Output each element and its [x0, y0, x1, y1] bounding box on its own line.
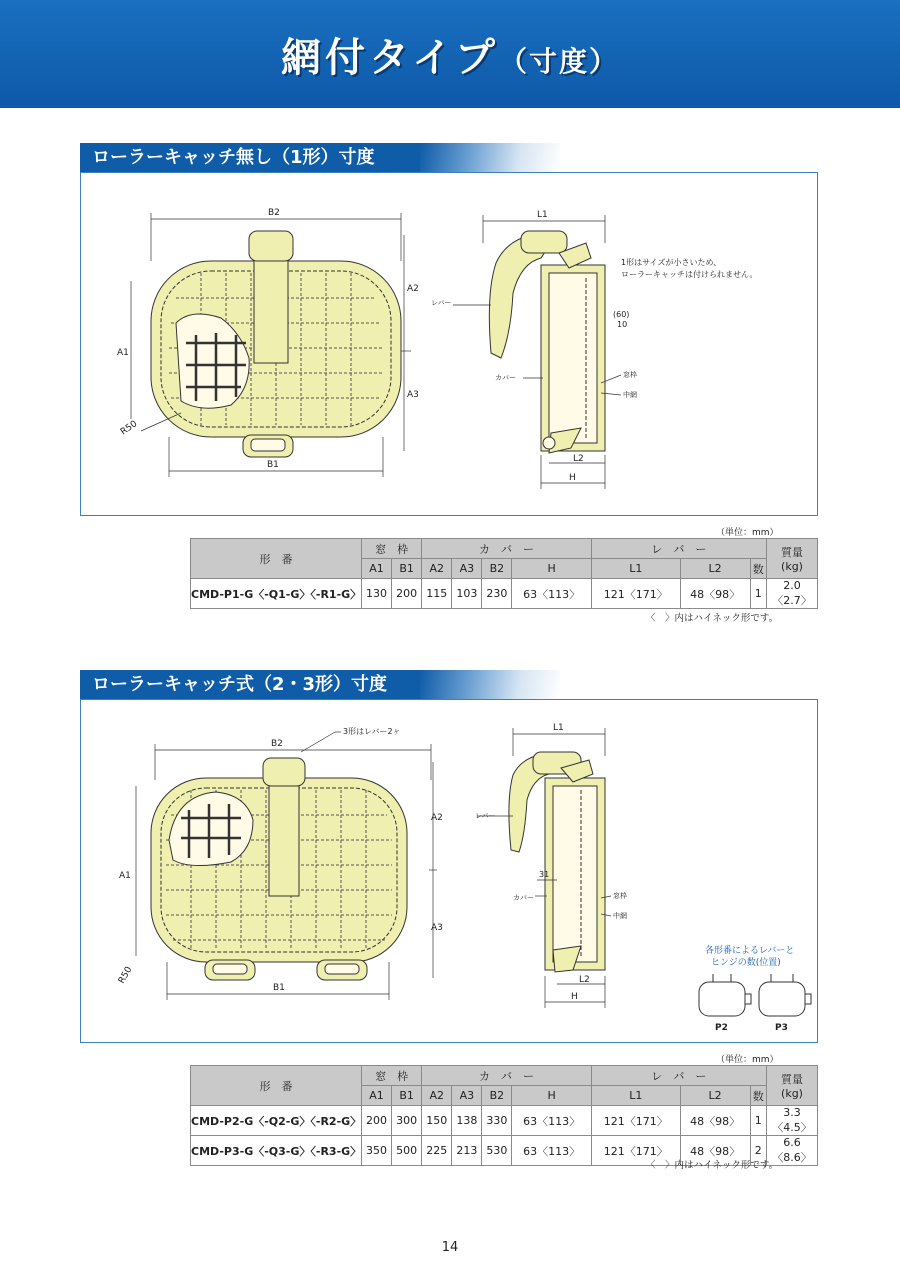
unit-label-1: （単位：mm）	[716, 528, 779, 538]
th-weight-unit: (kg)	[781, 560, 803, 573]
cell-qty: 1	[750, 579, 767, 609]
th-cover: カ バ ー	[422, 1066, 592, 1086]
page-title	[0, 26, 900, 83]
th-a3: A3	[452, 559, 482, 579]
cell-qty: 2	[750, 1136, 767, 1166]
spec-table-1	[190, 538, 818, 609]
th-a2: A2	[422, 559, 452, 579]
label-l2: L2	[573, 454, 584, 464]
section2-drawing	[81, 700, 817, 1042]
cell-model: CMD-P2-G〈-Q2-G〉〈-R2-G〉	[191, 1106, 362, 1136]
label-p2: P2	[715, 1023, 728, 1033]
th-qty: 数	[750, 1086, 767, 1106]
hinge-note-1: 各形番によるレバーと	[705, 946, 795, 956]
th-b2: B2	[482, 1086, 512, 1106]
th-b1: B1	[392, 1086, 422, 1106]
cell-a3: 138	[452, 1106, 482, 1136]
spec-table-2	[190, 1065, 818, 1166]
th-l2: L2	[680, 559, 750, 579]
cell-b2: 330	[482, 1106, 512, 1136]
cell-a1: 200	[362, 1106, 392, 1136]
th-lever: レ バ ー	[591, 539, 766, 559]
cell-b1: 500	[392, 1136, 422, 1166]
label-b1: B1	[273, 983, 285, 993]
cell-l2: 48〈98〉	[680, 1136, 750, 1166]
cell-l1: 121〈171〉	[591, 579, 680, 609]
cell-h: 63〈113〉	[512, 1136, 591, 1166]
table-row	[191, 1106, 818, 1136]
cell-weight: 3.3〈4.5〉	[767, 1106, 818, 1136]
label-dim10: 10	[617, 320, 628, 329]
cell-a3: 213	[452, 1136, 482, 1166]
cell-a3: 103	[452, 579, 482, 609]
label-frame: 窓枠	[613, 892, 627, 900]
th-h: H	[512, 559, 591, 579]
label-lever: レバー	[475, 812, 496, 820]
label-b1: B1	[267, 460, 279, 470]
section1-heading	[80, 143, 818, 173]
label-dim60: (60)	[613, 310, 630, 319]
th-weight	[767, 1066, 818, 1106]
heading-fade	[420, 670, 560, 700]
cell-b2: 530	[482, 1136, 512, 1166]
th-weight-unit: (kg)	[781, 1087, 803, 1100]
section1-drawing	[81, 173, 817, 515]
heading-fade	[420, 143, 560, 173]
section2-panel	[80, 699, 818, 1043]
cell-h: 63〈113〉	[512, 1106, 591, 1136]
th-a1: A1	[362, 1086, 392, 1106]
cell-weight: 2.0〈2.7〉	[767, 579, 818, 609]
cell-qty: 1	[750, 1106, 767, 1136]
label-l1: L1	[537, 210, 548, 220]
cell-model: CMD-P1-G〈-Q1-G〉〈-R1-G〉	[191, 579, 362, 609]
label-frame: 窓枠	[623, 371, 637, 379]
label-h: H	[571, 992, 578, 1002]
cell-b1: 300	[392, 1106, 422, 1136]
th-a3: A3	[452, 1086, 482, 1106]
label-mesh: 中網	[623, 391, 637, 399]
th-h: H	[512, 1086, 591, 1106]
label-cover: カバー	[513, 894, 534, 902]
label-r50: R50	[116, 965, 135, 986]
title-sub: （寸度）	[498, 45, 619, 78]
th-lever: レ バ ー	[591, 1066, 766, 1086]
th-weight	[767, 539, 818, 579]
label-a2: A2	[407, 284, 419, 294]
cell-a1: 350	[362, 1136, 392, 1166]
section2-title: ローラーキャッチ式（2・3形）寸度	[80, 670, 420, 700]
cell-h: 63〈113〉	[512, 579, 591, 609]
th-model: 形 番	[191, 1066, 362, 1106]
label-r50: R50	[118, 419, 140, 438]
cell-l1: 121〈171〉	[591, 1106, 680, 1136]
hinge-note-2: ヒンジの数(位置)	[711, 958, 781, 968]
table-row	[191, 579, 818, 609]
th-l1: L1	[591, 1086, 680, 1106]
label-mesh: 中網	[613, 912, 627, 920]
section2-heading	[80, 670, 818, 700]
cell-a2: 225	[422, 1136, 452, 1166]
front-view-2	[151, 758, 407, 980]
label-a3: A3	[431, 923, 443, 933]
cell-l2: 48〈98〉	[680, 579, 750, 609]
th-a2: A2	[422, 1086, 452, 1106]
cell-a2: 150	[422, 1106, 452, 1136]
page-header	[0, 0, 900, 108]
th-model: 形 番	[191, 539, 362, 579]
label-b2: B2	[268, 208, 280, 218]
cell-weight: 6.6〈8.6〉	[767, 1136, 818, 1166]
unit-label-2: （単位：mm）	[716, 1055, 779, 1065]
lever-note: 3形はレバー2ヶ	[343, 727, 401, 736]
label-a1: A1	[119, 871, 131, 881]
section1-title: ローラーキャッチ無し（1形）寸度	[80, 143, 420, 173]
note-line2: ローラーキャッチは付けられません。	[621, 270, 758, 279]
cell-b1: 200	[392, 579, 422, 609]
cell-a1: 130	[362, 579, 392, 609]
label-a3: A3	[407, 390, 419, 400]
section1-panel	[80, 172, 818, 516]
label-a2: A2	[431, 813, 443, 823]
label-a1: A1	[117, 348, 129, 358]
front-view-1	[151, 231, 401, 457]
hinge-diagrams	[699, 974, 811, 1016]
th-frame: 窓 枠	[362, 1066, 422, 1086]
footnote-1: 〈 〉内はハイネック形です。	[646, 613, 779, 624]
cell-a2: 115	[422, 579, 452, 609]
label-l1: L1	[553, 723, 564, 733]
label-p3: P3	[775, 1023, 788, 1033]
th-weight-label: 質量	[781, 546, 803, 559]
label-b2: B2	[271, 739, 283, 749]
th-frame: 窓 枠	[362, 539, 422, 559]
page-number: 14	[441, 1240, 459, 1255]
note-line1: 1形はサイズが小さいため、	[621, 258, 722, 267]
label-dim31: 31	[539, 870, 550, 879]
side-view-1	[489, 231, 605, 453]
cell-model: CMD-P3-G〈-Q3-G〉〈-R3-G〉	[191, 1136, 362, 1166]
label-lever: レバー	[431, 299, 452, 307]
label-h: H	[569, 473, 576, 483]
footnote-2: 〈 〉内はハイネック形です。	[646, 1160, 779, 1171]
cell-l1: 121〈171〉	[591, 1136, 680, 1166]
cell-l2: 48〈98〉	[680, 1106, 750, 1136]
th-a1: A1	[362, 559, 392, 579]
th-weight-label: 質量	[781, 1073, 803, 1086]
th-b2: B2	[482, 559, 512, 579]
th-l1: L1	[591, 559, 680, 579]
title-main: 網付タイプ	[280, 35, 499, 81]
cell-b2: 230	[482, 579, 512, 609]
label-cover: カバー	[495, 374, 516, 382]
side-view-2	[509, 752, 605, 972]
th-qty: 数	[750, 559, 767, 579]
th-b1: B1	[392, 559, 422, 579]
th-cover: カ バ ー	[422, 539, 592, 559]
label-l2: L2	[579, 975, 590, 985]
th-l2: L2	[680, 1086, 750, 1106]
